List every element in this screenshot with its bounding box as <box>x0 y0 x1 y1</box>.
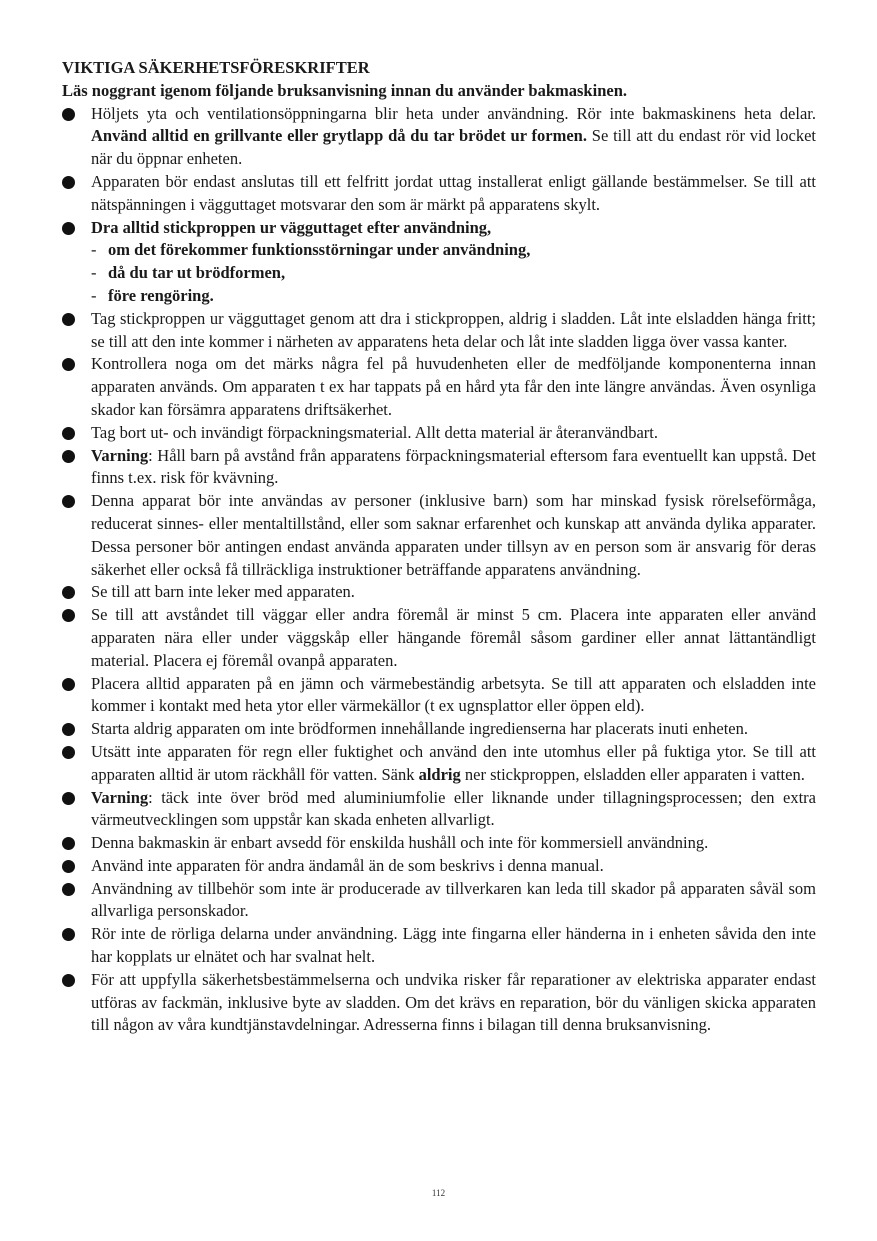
item-text: Utsätt inte apparaten för regn eller fuktighet och använd den inte utomhus eller på fuktiga ytor. Se till att apparaten alltid är utom räckhåll för vatten. Sänk <box>91 741 816 784</box>
list-item <box>62 718 816 741</box>
bullet-icon <box>62 222 75 235</box>
item-text: Denna bakmaskin är enbart avsedd för enskilda hushåll och inte för kommersiell användning. <box>91 833 709 853</box>
bullet-icon <box>62 358 75 371</box>
item-text: Se till att barn inte leker med apparaten. <box>91 582 355 602</box>
bullet-icon <box>62 108 75 121</box>
item-text-continued: ner stickproppen, elsladden eller apparaten i vatten. <box>460 764 805 784</box>
list-item <box>62 445 816 491</box>
item-text: Använd inte apparaten för andra ändamål än de som beskrivs i denna manual. <box>91 855 604 875</box>
dash-icon: - <box>91 263 97 283</box>
bullet-icon <box>62 609 75 622</box>
sub-item <box>91 285 816 308</box>
list-item <box>62 308 816 354</box>
bullet-icon <box>62 792 75 805</box>
bullet-icon <box>62 176 75 189</box>
list-item <box>62 855 816 878</box>
list-item <box>62 604 816 672</box>
section-title: VIKTIGA SÄKERHETSFÖRESKRIFTER <box>62 58 370 77</box>
list-item <box>62 217 816 308</box>
list-item <box>62 490 816 581</box>
document-page <box>62 57 816 1037</box>
bullet-icon <box>62 928 75 941</box>
item-text: Rör inte de rörliga delarna under användning. Lägg inte fingarna eller händerna in i enheten såvida den inte har kopplats ur elnätet och har svalnat helt. <box>91 924 816 967</box>
item-text-continued: : Håll barn på avstånd från apparatens förpackningsmaterial eftersom fara eventuellt kan uppstå. Det finns t.ex. risk för kvävning. <box>91 445 816 488</box>
list-item <box>62 878 816 924</box>
list-item <box>62 787 816 833</box>
dash-icon: - <box>91 285 97 305</box>
list-item <box>62 832 816 855</box>
bullet-icon <box>62 678 75 691</box>
list-item <box>62 171 816 217</box>
item-text: Apparaten bör endast anslutas till ett felfritt jordat uttag installerat enligt gällande bestämmelser. Se till att nätspänningen i vägguttaget motsvarar den som är märkt på apparatens skylt. <box>91 171 816 214</box>
item-emphasis: Dra alltid stickproppen ur vägguttaget efter användning, <box>91 217 492 237</box>
list-item <box>62 581 816 604</box>
item-text-continued: : täck inte över bröd med aluminiumfolie eller liknande under tillagningsprocessen; den extra värmeutvecklingen som uppstår kan skada enheten allvarligt. <box>91 787 816 830</box>
item-text: Placera alltid apparaten på en jämn och värmebeständig arbetsyta. Se till att apparaten och elsladden inte kommer i kontakt med heta ytor eller värmekällor (t ex ugnsplattor eller öppen eld). <box>91 673 816 716</box>
sub-item-text: om det förekommer funktionsstörningar under användning, <box>108 240 531 260</box>
item-text: Starta aldrig apparaten om inte brödformen innehållande ingredienserna har placerats inuti enheten. <box>91 719 748 739</box>
bullet-icon <box>62 313 75 326</box>
sub-item-text: då du tar ut brödformen, <box>108 263 286 283</box>
item-text: Tag bort ut- och invändigt förpackningsmaterial. Allt detta material är återanvändbart. <box>91 422 658 442</box>
item-emphasis: Varning <box>91 445 149 465</box>
item-text: Kontrollera noga om det märks några fel på huvudenheten eller de medföljande komponenterna innan apparaten används. Om apparaten t ex har tappats på en hård yta får den inte längre användas. Även osynliga skador kan försämra apparatens driftsäkerhet. <box>91 354 816 419</box>
sub-item <box>91 262 816 285</box>
item-emphasis: aldrig <box>418 764 461 784</box>
item-text-continued: Se till att du endast rör vid locket när du öppnar enheten. <box>91 126 816 169</box>
sub-item-text: före rengöring. <box>108 285 214 305</box>
safety-instructions-list <box>62 103 816 1038</box>
item-text: Höljets yta och ventilationsöppningarna blir heta under användning. Rör inte bakmaskinens heta delar. <box>91 103 816 123</box>
item-text: För att uppfylla säkerhetsbestämmelserna och undvika risker får reparationer av elektriska apparater endast utföras av fackmän, inklusive byte av sladden. Om det krävs en reparation, bör du vänligen skicka apparaten till någon av våra kundtjänstavdelningar. Adresserna finns i bilagan till denna bruksanvisning. <box>91 969 816 1035</box>
list-item <box>62 353 816 421</box>
bullet-icon <box>62 860 75 873</box>
list-item <box>62 969 816 1037</box>
list-item <box>62 923 816 969</box>
sub-item <box>91 239 816 262</box>
page-number: 112 <box>431 1188 446 1198</box>
dash-icon: - <box>91 240 97 260</box>
list-item <box>62 422 816 445</box>
bullet-icon <box>62 723 75 736</box>
item-text: Användning av tillbehör som inte är producerade av tillverkaren kan leda till skador på apparaten såväl som allvarliga personskador. <box>91 878 816 921</box>
bullet-icon <box>62 837 75 850</box>
intro-text: Läs noggrant igenom följande bruksanvisning innan du använder bakmaskinen. <box>62 80 627 100</box>
item-emphasis: Använd alltid en grillvante eller grytlapp då du tar brödet ur formen. <box>91 126 587 146</box>
bullet-icon <box>62 427 75 440</box>
bullet-icon <box>62 974 75 987</box>
bullet-icon <box>62 586 75 599</box>
bullet-icon <box>62 450 75 463</box>
item-emphasis: Varning <box>91 787 149 807</box>
item-text: Tag stickproppen ur vägguttaget genom att dra i stickproppen, aldrig i sladden. Låt inte elsladden hänga fritt; se till att den inte kommer i närheten av apparatens heta delar och låt inte sladden ligga över vassa kanter. <box>91 308 816 351</box>
list-item <box>62 741 816 787</box>
list-item <box>62 673 816 719</box>
bullet-icon <box>62 495 75 508</box>
item-text: Se till att avståndet till väggar eller andra föremål är minst 5 cm. Placera inte apparaten eller använd apparaten nära eller under väggskåp eller hängande föremål såsom gardiner eller annat lättantändligt material. Placera ej föremål ovanpå apparaten. <box>91 605 816 670</box>
item-text: Denna apparat bör inte användas av personer (inklusive barn) som har minskad fysisk rörelseförmåga, reducerat sinnes- eller mentaltillstånd, eller som saknar erfarenhet och kunskap att använda dylika apparater. Dessa personer bör antingen endast använda apparaten under tillsyn av en person som är ansvarig för deras säkerhet eller också få tillräckliga instruktioner beträffande apparatens användning. <box>91 491 816 579</box>
list-item <box>62 103 816 171</box>
bullet-icon <box>62 746 75 759</box>
bullet-icon <box>62 883 75 896</box>
